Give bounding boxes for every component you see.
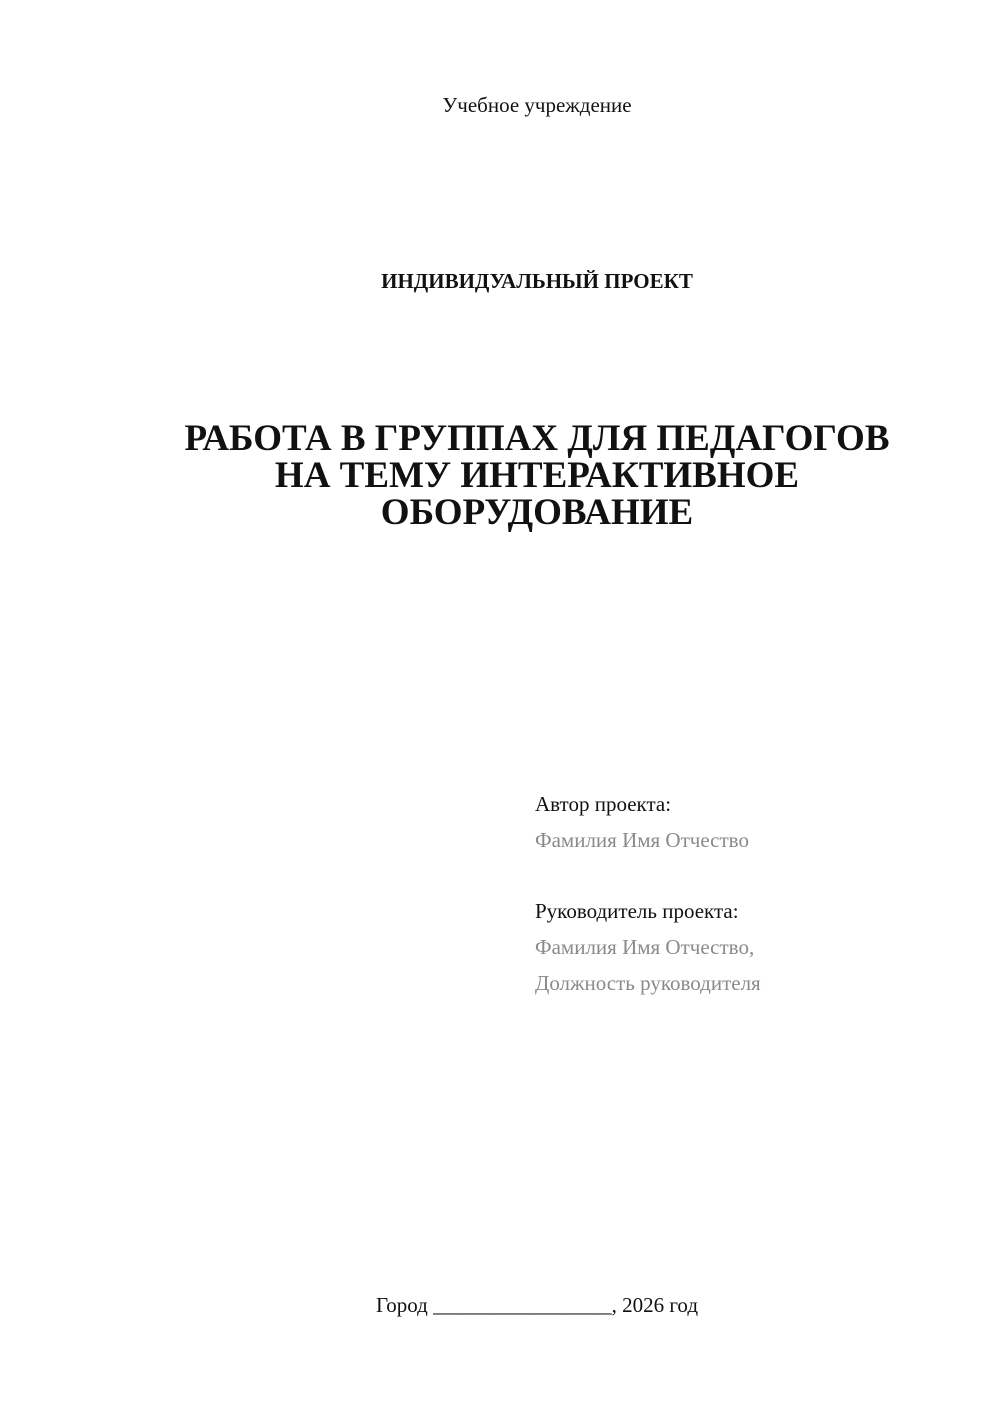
project-title-line: РАБОТА В ГРУППАХ ДЛЯ ПЕДАГОГОВ (184, 418, 890, 459)
supervisor-block (535, 893, 761, 1001)
author-name-placeholder: Фамилия Имя Отчество (535, 828, 749, 852)
project-title-line: ОБОРУДОВАНИЕ (380, 492, 694, 533)
year-text: , 2026 год (611, 1293, 699, 1317)
supervisor-name-placeholder: Фамилия Имя Отчество, (535, 935, 755, 959)
project-title (160, 420, 914, 531)
project-title-line: НА ТЕМУ ИНТЕРАКТИВНОЕ (274, 455, 800, 496)
project-type-heading: ИНДИВИДУАЛЬНЫЙ ПРОЕКТ (381, 269, 693, 293)
city-blank-line: _________________ (433, 1293, 612, 1317)
city-label: Город (375, 1293, 428, 1317)
supervisor-position-placeholder: Должность руководителя (535, 971, 761, 995)
author-block (535, 786, 749, 858)
city-year-footer (0, 1290, 1000, 1320)
institution-name: Учебное учреждение (442, 93, 632, 117)
author-label: Автор проекта: (535, 792, 672, 816)
supervisor-label: Руководитель проекта: (535, 899, 739, 923)
